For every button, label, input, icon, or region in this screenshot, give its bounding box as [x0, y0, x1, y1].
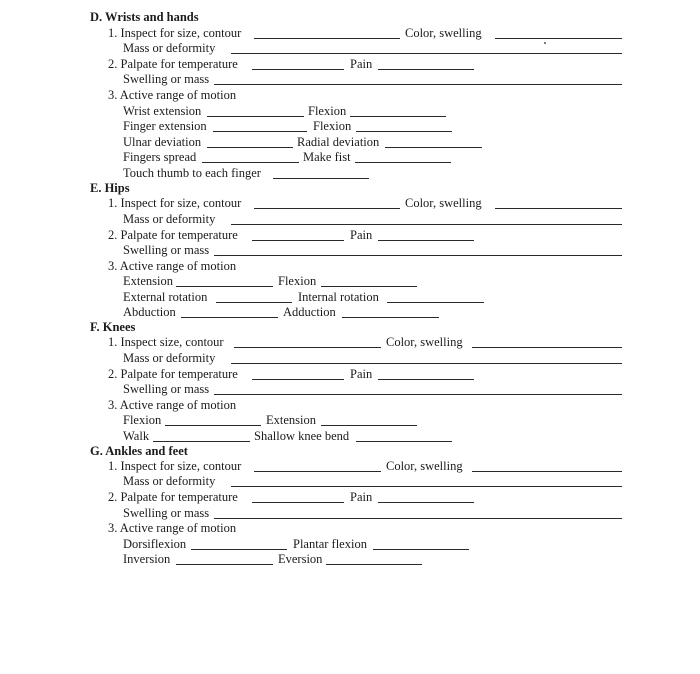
section-heading-wrists-hands: D. Wrists and hands [90, 10, 199, 24]
blank-line[interactable] [342, 317, 439, 318]
blank-line[interactable] [378, 502, 474, 503]
blank-line[interactable] [254, 38, 400, 39]
blank-line[interactable] [254, 471, 381, 472]
blank-line[interactable] [472, 471, 622, 472]
label-color-swelling: Color, swelling [405, 196, 482, 210]
blank-line[interactable] [165, 425, 261, 426]
blank-line[interactable] [321, 425, 417, 426]
label-fingers-spread: Fingers spread [123, 150, 197, 164]
item-inspect-size-contour: 1. Inspect for size, contour [108, 196, 242, 210]
blank-line[interactable] [385, 147, 482, 148]
blank-line[interactable] [378, 69, 474, 70]
label-mass-deformity: Mass or deformity [123, 474, 216, 488]
label-pain: Pain [350, 57, 373, 71]
label-internal-rotation: Internal rotation [298, 290, 379, 304]
label-color-swelling: Color, swelling [386, 459, 463, 473]
blank-line[interactable] [214, 394, 622, 395]
blank-line[interactable] [176, 564, 273, 565]
label-color-swelling: Color, swelling [405, 26, 482, 40]
label-extension: Extension [266, 413, 316, 427]
label-walk: Walk [123, 429, 150, 443]
label-abduction: Abduction [123, 305, 176, 319]
blank-line[interactable] [252, 502, 344, 503]
blank-line[interactable] [472, 347, 622, 348]
blank-line[interactable] [350, 116, 446, 117]
blank-line[interactable] [214, 255, 622, 256]
blank-line[interactable] [387, 302, 484, 303]
label-adduction: Adduction [283, 305, 336, 319]
label-mass-deformity: Mass or deformity [123, 351, 216, 365]
label-radial-deviation: Radial deviation [297, 135, 380, 149]
section-heading-knees: F. Knees [90, 320, 136, 334]
blank-line[interactable] [234, 347, 381, 348]
label-touch-thumb: Touch thumb to each finger [123, 166, 261, 180]
item-active-range-motion: 3. Active range of motion [108, 398, 237, 412]
blank-line[interactable] [378, 379, 474, 380]
label-shallow-knee-bend: Shallow knee bend [254, 429, 350, 443]
blank-line[interactable] [273, 178, 369, 179]
label-mass-deformity: Mass or deformity [123, 41, 216, 55]
blank-line[interactable] [207, 147, 293, 148]
blank-line[interactable] [495, 38, 622, 39]
blank-line[interactable] [254, 208, 400, 209]
blank-line[interactable] [373, 549, 469, 550]
blank-line[interactable] [191, 549, 287, 550]
item-palpate-temperature: 2. Palpate for temperature [108, 228, 238, 242]
blank-line[interactable] [321, 286, 417, 287]
label-flexion: Flexion [313, 119, 352, 133]
label-flexion: Flexion [308, 104, 347, 118]
item-inspect-size-contour: 1. Inspect size, contour [108, 335, 224, 349]
blank-line[interactable] [153, 441, 250, 442]
item-palpate-temperature: 2. Palpate for temperature [108, 490, 238, 504]
label-flexion: Flexion [278, 274, 317, 288]
label-color-swelling: Color, swelling [386, 335, 463, 349]
item-palpate-temperature: 2. Palpate for temperature [108, 57, 238, 71]
item-inspect-size-contour: 1. Inspect for size, contour [108, 26, 242, 40]
blank-line[interactable] [231, 486, 622, 487]
section-heading-ankles-feet: G. Ankles and feet [90, 444, 188, 458]
blank-line[interactable] [252, 69, 344, 70]
blank-line[interactable] [252, 379, 344, 380]
item-inspect-size-contour: 1. Inspect for size, contour [108, 459, 242, 473]
item-active-range-motion: 3. Active range of motion [108, 88, 237, 102]
item-palpate-temperature: 2. Palpate for temperature [108, 367, 238, 381]
item-active-range-motion: 3. Active range of motion [108, 259, 237, 273]
label-swelling-mass: Swelling or mass [123, 382, 210, 396]
blank-line[interactable] [207, 116, 304, 117]
blank-line[interactable] [326, 564, 422, 565]
label-pain: Pain [350, 490, 373, 504]
blank-line[interactable] [495, 208, 622, 209]
blank-line[interactable] [231, 224, 622, 225]
label-swelling-mass: Swelling or mass [123, 243, 210, 257]
blank-line[interactable] [231, 53, 622, 54]
blank-line[interactable] [214, 84, 622, 85]
blank-line[interactable] [378, 240, 474, 241]
label-pain: Pain [350, 228, 373, 242]
label-extension: Extension [123, 274, 173, 288]
label-swelling-mass: Swelling or mass [123, 506, 210, 520]
speck-mark [544, 42, 546, 44]
label-wrist-extension: Wrist extension [123, 104, 202, 118]
label-ulnar-deviation: Ulnar deviation [123, 135, 202, 149]
label-eversion: Eversion [278, 552, 323, 566]
blank-line[interactable] [231, 363, 622, 364]
section-heading-hips: E. Hips [90, 181, 130, 195]
label-external-rotation: External rotation [123, 290, 208, 304]
label-plantar-flexion: Plantar flexion [293, 537, 367, 551]
blank-line[interactable] [355, 162, 451, 163]
label-flexion: Flexion [123, 413, 162, 427]
label-dorsiflexion: Dorsiflexion [123, 537, 187, 551]
blank-line[interactable] [181, 317, 278, 318]
blank-line[interactable] [356, 131, 452, 132]
label-inversion: Inversion [123, 552, 171, 566]
blank-line[interactable] [202, 162, 299, 163]
label-swelling-mass: Swelling or mass [123, 72, 210, 86]
blank-line[interactable] [216, 302, 292, 303]
item-active-range-motion: 3. Active range of motion [108, 521, 237, 535]
label-pain: Pain [350, 367, 373, 381]
blank-line[interactable] [176, 286, 273, 287]
label-mass-deformity: Mass or deformity [123, 212, 216, 226]
blank-line[interactable] [213, 131, 307, 132]
label-make-fist: Make fist [303, 150, 351, 164]
blank-line[interactable] [356, 441, 452, 442]
blank-line[interactable] [252, 240, 344, 241]
blank-line[interactable] [214, 518, 622, 519]
label-finger-extension: Finger extension [123, 119, 207, 133]
